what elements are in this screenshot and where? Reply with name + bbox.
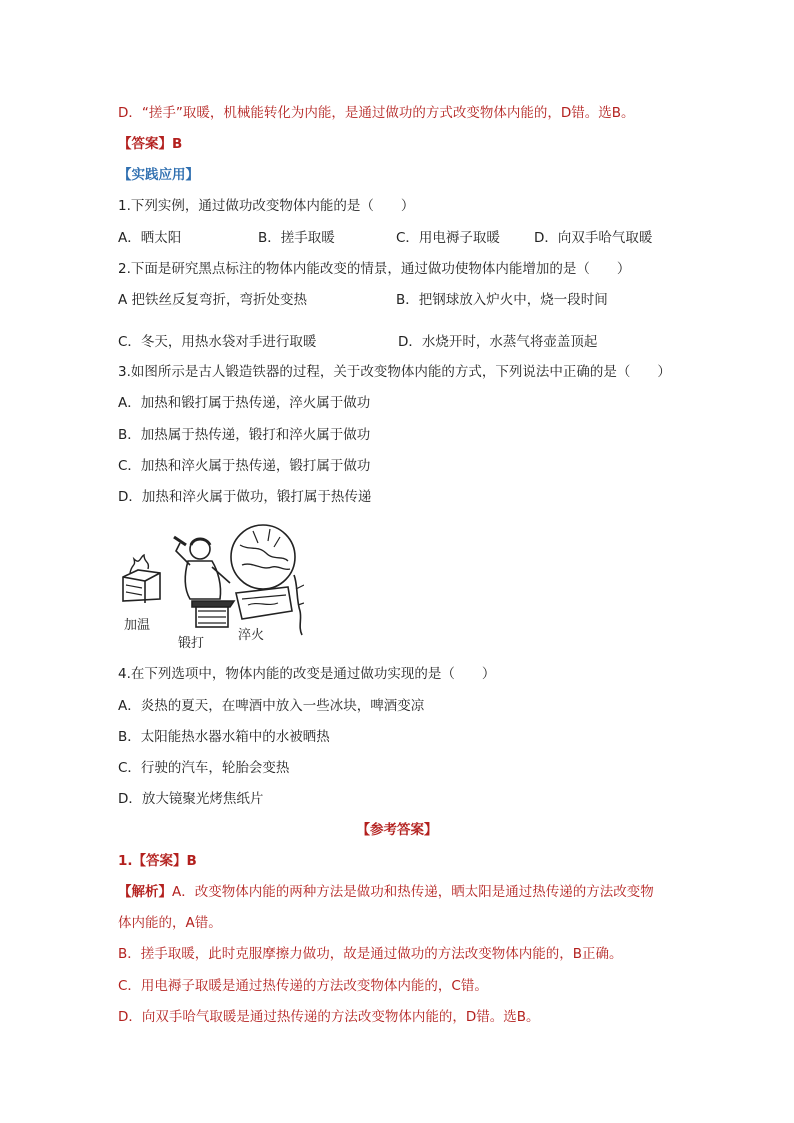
q3-option-b: B．加热属于热传递，锻打和淬火属于做功: [118, 427, 371, 443]
q4-option-b: B．太阳能热水器水箱中的水被晒热: [118, 729, 330, 745]
q4-option-c: C．行驶的汽车，轮胎会变热: [118, 760, 290, 776]
q2-stem: 2.下面是研究黑点标注的物体内能改变的情景，通过做功使物体内能增加的是（ ）: [118, 261, 631, 277]
q1-option-b: B．搓手取暖: [258, 230, 335, 246]
q4-option-d: D．放大镜聚光烤焦纸片: [118, 791, 264, 807]
label-forging: 锻打: [178, 636, 205, 650]
answer-1-analysis-a1: 【解析】A．改变物体内能的两种方法是做功和热传递，晒太阳是通过热传递的方法改变物: [118, 884, 654, 900]
answer-1-analysis-d: D．向双手哈气取暖是通过热传递的方法改变物体内能的，D错。选B。: [118, 1009, 540, 1025]
q2-option-b: B．把钢球放入炉火中，烧一段时间: [396, 292, 608, 308]
answer-1-label: 1.【答案】B: [118, 853, 197, 869]
forging-illustration: [118, 515, 304, 650]
q1-stem: 1.下列实例，通过做功改变物体内能的是（ ）: [118, 198, 415, 214]
label-quenching: 淬火: [238, 628, 265, 643]
q2-option-d: D．水烧开时，水蒸气将壶盖顶起: [398, 334, 598, 350]
q1-option-c: C．用电褥子取暖: [396, 230, 500, 246]
answer-1-analysis-c: C．用电褥子取暖是通过热传递的方法改变物体内能的，C错。: [118, 978, 488, 994]
answer-1-analysis-a2: 体内能的，A错。: [118, 915, 222, 931]
q3-option-c: C．加热和淬火属于热传递，锻打属于做功: [118, 458, 371, 474]
label-heating: 加温: [124, 618, 151, 633]
q3-option-d: D．加热和淬火属于做功，锻打属于热传递: [118, 489, 372, 505]
q1-option-d: D．向双手哈气取暖: [534, 230, 653, 246]
q4-option-a: A．炎热的夏天，在啤酒中放入一些冰块，啤酒变凉: [118, 698, 425, 714]
reference-answer-title: 【参考答案】: [356, 822, 438, 838]
answer-1-analysis-b: B．搓手取暖，此时克服摩擦力做功，故是通过做功的方法改变物体内能的，B正确。: [118, 946, 623, 962]
section-title: 【实践应用】: [118, 167, 199, 183]
prev-answer-line-d: D．“搓手”取暖，机械能转化为内能，是通过做功的方式改变物体内能的，D错。选B。: [118, 105, 635, 121]
q4-stem: 4.在下列选项中，物体内能的改变是通过做功实现的是（ ）: [118, 666, 496, 682]
q3-option-a: A．加热和锻打属于热传递，淬火属于做功: [118, 395, 371, 411]
q1-option-a: A．晒太阳: [118, 230, 182, 246]
q2-option-a: A 把铁丝反复弯折，弯折处变热: [118, 292, 308, 308]
q3-stem: 3.如图所示是古人锻造铁器的过程，关于改变物体内能的方式，下列说法中正确的是（ ）: [118, 364, 671, 380]
q2-option-c: C．冬天，用热水袋对手进行取暖: [118, 334, 317, 350]
prev-answer-label: 【答案】B: [118, 136, 183, 152]
